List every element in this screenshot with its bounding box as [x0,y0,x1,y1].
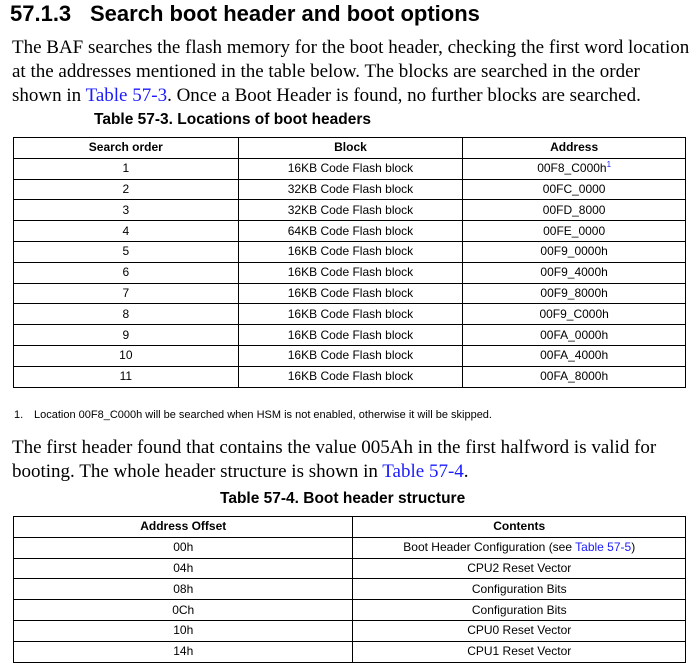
para2-text-after: . [463,461,469,482]
cell-block: 16KB Code Flash block [238,325,463,346]
cell-address: 00FA_0000h [463,325,686,346]
table-row [14,304,686,325]
section-number: 57.1.3 [10,1,72,26]
intro-paragraph [12,36,692,108]
footnote-number: 1. [14,409,24,421]
cell-address: 00F9_0000h [463,241,686,262]
cell-contents: Configuration Bits [353,600,686,621]
table-row [14,620,686,641]
table-row [14,221,686,242]
footnote-text: Location 00F8_C000h will be searched when HSM is not enabled, otherwise it will be skipped. [34,409,492,421]
cell-order: 3 [14,200,239,221]
cell-order: 4 [14,221,239,242]
contents-text-after: ) [631,540,636,555]
cell-order: 7 [14,283,239,304]
cell-block: 16KB Code Flash block [238,366,463,387]
cell-contents: Configuration Bits [353,579,686,600]
header-address-offset: Address Offset [14,517,353,538]
cell-block: 16KB Code Flash block [238,304,463,325]
table-57-4-link[interactable]: Table 57-4 [382,461,464,482]
cell-offset: 0Ch [14,600,353,621]
cell-block: 16KB Code Flash block [238,262,463,283]
table2-caption: Table 57-4. Boot header structure [220,490,466,507]
cell-block: 32KB Code Flash block [238,179,463,200]
cell-order: 9 [14,325,239,346]
cell-block: 16KB Code Flash block [238,158,463,179]
cell-address: 00F9_8000h [463,283,686,304]
cell-address: 00F9_4000h [463,262,686,283]
cell-address: 00FA_8000h [463,366,686,387]
para2-text-before: The first header found that contains the value 005Ah in the first halfword is valid for booting. The whole header structure is shown in [12,437,657,482]
cell-contents [353,537,686,558]
boot-header-locations-table [13,137,686,388]
table-row [14,579,686,600]
cell-block: 16KB Code Flash block [238,283,463,304]
table-row [14,241,686,262]
table-row [14,558,686,579]
table-row [14,537,686,558]
intro-text-after: . Once a Boot Header is found, no further blocks are searched. [167,85,641,106]
address-value: 00F8_C000h [537,161,607,176]
section-title: Search boot header and boot options [90,1,480,26]
table-row [14,345,686,366]
table-57-5-link[interactable]: Table 57-5 [575,540,632,555]
cell-block: 16KB Code Flash block [238,241,463,262]
cell-address [463,158,686,179]
boot-header-structure-table [13,516,686,663]
table-row [14,158,686,179]
header-search-order: Search order [14,138,239,159]
cell-contents: CPU2 Reset Vector [353,558,686,579]
table-row [14,200,686,221]
table-row [14,325,686,346]
cell-contents: CPU1 Reset Vector [353,641,686,662]
contents-text: Boot Header Configuration (see [403,540,576,555]
header-contents: Contents [353,517,686,538]
header-address: Address [463,138,686,159]
cell-order: 6 [14,262,239,283]
table-row [14,262,686,283]
table1-header-row [14,138,686,159]
table-row [14,641,686,662]
cell-order: 11 [14,366,239,387]
cell-block: 16KB Code Flash block [238,345,463,366]
section-heading [10,0,480,28]
cell-offset: 04h [14,558,353,579]
cell-order: 5 [14,241,239,262]
table-row [14,366,686,387]
cell-address: 00FD_8000 [463,200,686,221]
cell-offset: 14h [14,641,353,662]
table-row [14,283,686,304]
cell-order: 10 [14,345,239,366]
cell-address: 00FE_0000 [463,221,686,242]
cell-offset: 10h [14,620,353,641]
header-block: Block [238,138,463,159]
table1-caption: Table 57-3. Locations of boot headers [94,111,372,128]
intro-text-before: The BAF searches the flash memory for the boot header, checking the first word location at the addresses mentioned in the table below. The blocks are searched in the order shown in [12,37,690,106]
cell-address: 00FC_0000 [463,179,686,200]
table-row [14,600,686,621]
table-row [14,179,686,200]
cell-offset: 00h [14,537,353,558]
cell-offset: 08h [14,579,353,600]
cell-address: 00FA_4000h [463,345,686,366]
header-validity-paragraph [12,436,692,484]
footnote [14,407,492,423]
cell-contents: CPU0 Reset Vector [353,620,686,641]
cell-order: 8 [14,304,239,325]
footnote-ref-link[interactable]: 1 [606,160,612,170]
cell-order: 2 [14,179,239,200]
cell-block: 64KB Code Flash block [238,221,463,242]
cell-block: 32KB Code Flash block [238,200,463,221]
table2-header-row [14,517,686,538]
table-57-3-link[interactable]: Table 57-3 [85,85,168,106]
cell-address: 00F9_C000h [463,304,686,325]
cell-order: 1 [14,158,239,179]
